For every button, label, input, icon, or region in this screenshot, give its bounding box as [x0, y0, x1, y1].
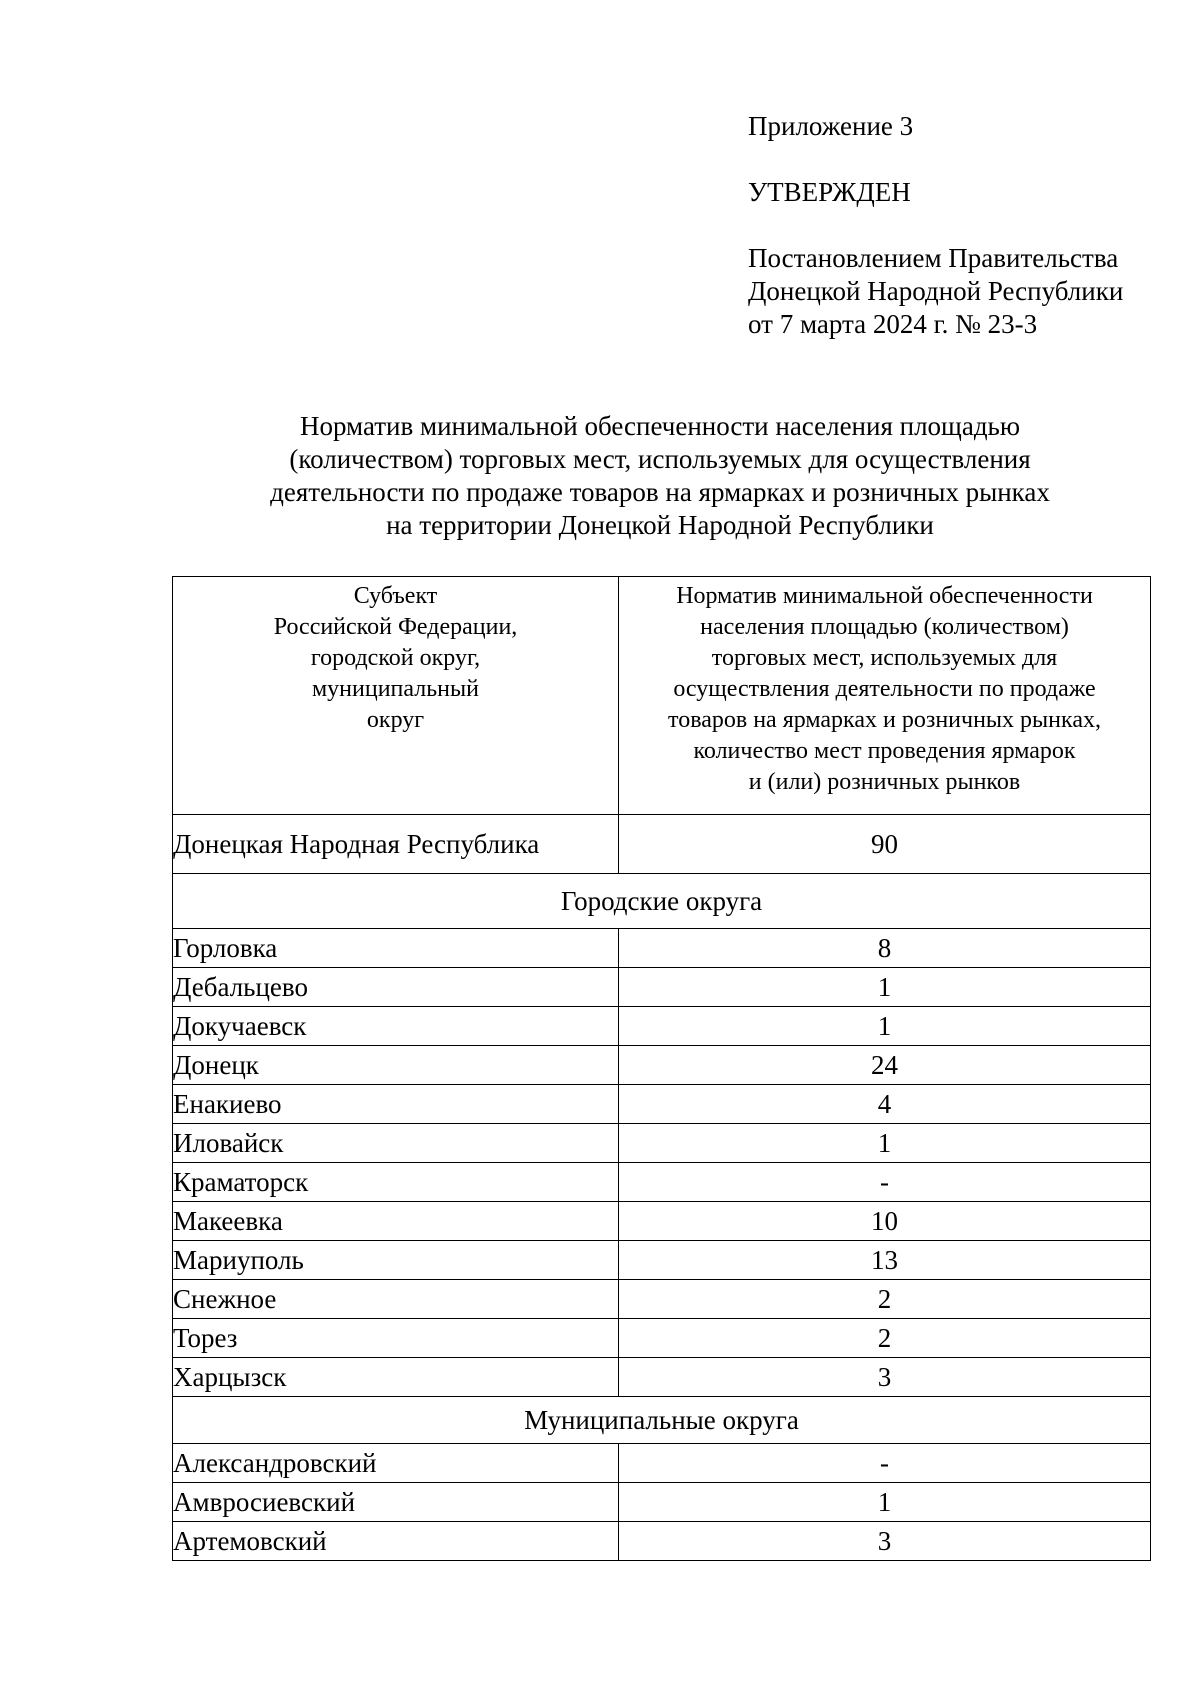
- title-line-2: (количеством) торговых мест, используемых для осуществления: [289, 444, 1031, 474]
- row-name: Торез: [173, 1319, 619, 1358]
- header-subject-line: округ: [366, 707, 425, 733]
- header-norm: [619, 577, 1151, 815]
- header-norm-line: товаров на ярмарках и розничных рынках,: [668, 707, 1101, 733]
- approval-block: [748, 110, 1123, 341]
- norm-table: [172, 576, 1151, 1561]
- row-value: -: [619, 1444, 1151, 1483]
- decree-line-3: от 7 марта 2024 г. № 23-3: [748, 309, 1038, 339]
- row-name: Горловка: [173, 929, 619, 968]
- header-subject-line: Субъект: [353, 583, 438, 609]
- table-row: [173, 1483, 1151, 1522]
- row-name: Артемовский: [173, 1522, 619, 1561]
- header-subject-line: муниципальный: [311, 676, 479, 702]
- city-rows: [173, 929, 1151, 1397]
- title-line-1: Норматив минимальной обеспеченности населения площадью: [299, 411, 1021, 441]
- municipal-rows: [173, 1444, 1151, 1561]
- row-value: 13: [619, 1241, 1151, 1280]
- row-value: 1: [619, 1483, 1151, 1522]
- row-value: 4: [619, 1085, 1151, 1124]
- row-name: Александровский: [173, 1444, 619, 1483]
- table-row: [173, 1007, 1151, 1046]
- decree-line-1: Постановлением Правительства: [748, 243, 1119, 273]
- header-norm-line: Норматив минимальной обеспеченности: [676, 583, 1093, 609]
- header-subject-line: Российской Федерации,: [273, 614, 518, 640]
- section-row-municipal: [173, 1397, 1151, 1444]
- row-name: Докучаевск: [173, 1007, 619, 1046]
- title-line-3: деятельности по продаже товаров на ярмарках и розничных рынках: [270, 477, 1050, 507]
- header-norm-line: населения площадью (количеством): [700, 614, 1069, 640]
- approved-label: УТВЕРЖДЕН: [748, 177, 911, 207]
- row-name: Донецк: [173, 1046, 619, 1085]
- row-value: 8: [619, 929, 1151, 968]
- row-value: 3: [619, 1522, 1151, 1561]
- table-row: [173, 1319, 1151, 1358]
- table-row: [173, 1202, 1151, 1241]
- row-name: Мариуполь: [173, 1241, 619, 1280]
- row-value: 1: [619, 1124, 1151, 1163]
- table-row: [173, 1280, 1151, 1319]
- table-row: [173, 1522, 1151, 1561]
- table-row: [173, 1241, 1151, 1280]
- table-row: [173, 929, 1151, 968]
- row-value: 1: [619, 968, 1151, 1007]
- row-name: Макеевка: [173, 1202, 619, 1241]
- total-value: 90: [619, 815, 1151, 874]
- appendix-label: Приложение 3: [748, 111, 914, 141]
- header-norm-line: торговых мест, используемых для: [711, 645, 1058, 671]
- table-row: [173, 1046, 1151, 1085]
- row-name: Снежное: [173, 1280, 619, 1319]
- total-row: [173, 815, 1151, 874]
- row-name: Краматорск: [173, 1163, 619, 1202]
- header-norm-line: и (или) розничных рынков: [748, 769, 1021, 795]
- row-value: 24: [619, 1046, 1151, 1085]
- section-title-cities: Городские округа: [173, 874, 1151, 929]
- row-value: -: [619, 1163, 1151, 1202]
- section-row-cities: [173, 874, 1151, 929]
- header-subject-line: городской округ,: [310, 645, 481, 671]
- table-row: [173, 1085, 1151, 1124]
- row-name: Амвросиевский: [173, 1483, 619, 1522]
- table-row: [173, 1124, 1151, 1163]
- row-name: Иловайск: [173, 1124, 619, 1163]
- table-row: [173, 1163, 1151, 1202]
- row-name: Харцызск: [173, 1358, 619, 1397]
- row-name: Енакиево: [173, 1085, 619, 1124]
- decree-line-2: Донецкой Народной Республики: [748, 276, 1124, 306]
- row-value: 2: [619, 1319, 1151, 1358]
- row-value: 1: [619, 1007, 1151, 1046]
- table-header-row: [173, 577, 1151, 815]
- total-name: Донецкая Народная Республика: [173, 815, 619, 874]
- section-title-municipal: Муниципальные округа: [173, 1397, 1151, 1444]
- row-value: 10: [619, 1202, 1151, 1241]
- title-line-4: на территории Донецкой Народной Республики: [386, 510, 934, 540]
- document-title: [170, 410, 1150, 542]
- row-value: 3: [619, 1358, 1151, 1397]
- table-row: [173, 1358, 1151, 1397]
- header-norm-line: количество мест проведения ярмарок: [693, 738, 1076, 764]
- row-name: Дебальцево: [173, 968, 619, 1007]
- row-value: 2: [619, 1280, 1151, 1319]
- header-subject: [173, 577, 619, 815]
- header-norm-line: осуществления деятельности по продаже: [673, 676, 1096, 702]
- table-row: [173, 968, 1151, 1007]
- table-row: [173, 1444, 1151, 1483]
